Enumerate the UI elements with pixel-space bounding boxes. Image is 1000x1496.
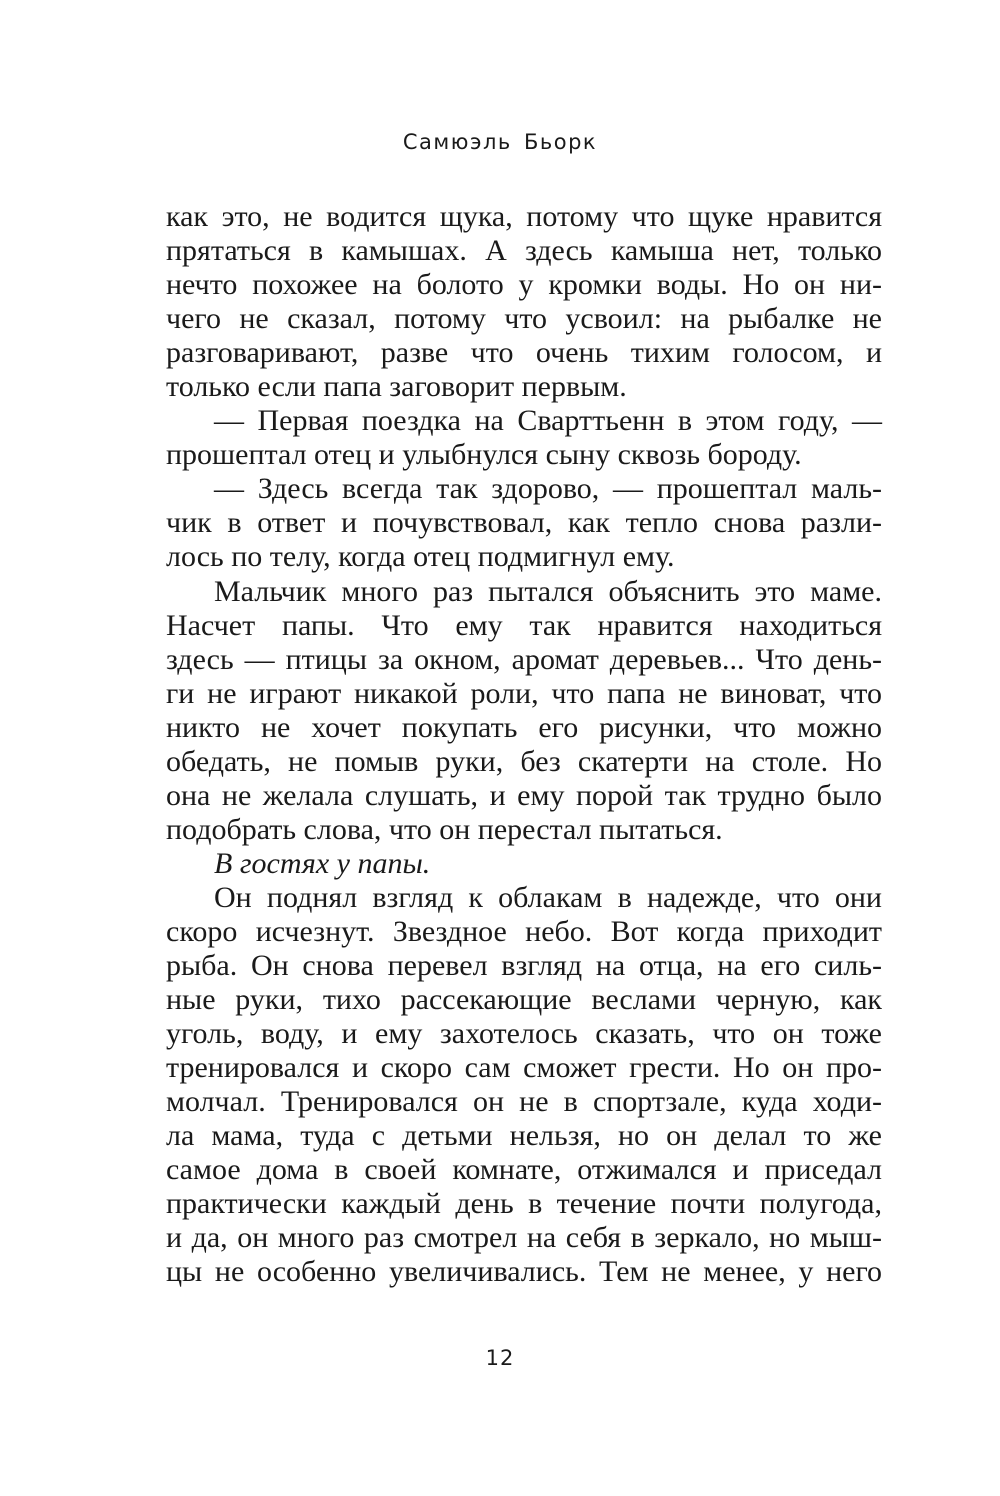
text-line: подобрать слова, что он перестал пытаться. [166, 812, 723, 846]
text-line: Он поднял взгляд к облакам в надежде, что они [214, 880, 882, 914]
text-line: уголь, воду, и ему захотелось сказать, что он тоже [166, 1017, 882, 1051]
page-number: 12 [485, 1346, 515, 1370]
text-line: никто не хочет покупать его рисунки, что можно [166, 710, 882, 744]
text-line: тренировался и скоро сам сможет грести. Но он про- [166, 1051, 882, 1085]
running-header-author: Самюэль Бьорк [402, 130, 598, 154]
text-line: — Здесь всегда так здорово, — прошептал маль- [214, 472, 882, 506]
text-line: — Первая поездка на Сварттьенн в этом году, — [214, 404, 882, 438]
text-line: ла мама, туда с детьми нельзя, но он делал то же [166, 1119, 882, 1153]
text-line: она не желала слушать, и ему порой так трудно было [166, 778, 882, 812]
text-line: ги не играют никакой роли, что папа не виноват, что [166, 676, 882, 710]
text-line: рыба. Он снова перевел взгляд на отца, на его силь- [166, 949, 882, 983]
text-line: молчал. Тренировался он не в спортзале, куда ходи- [166, 1085, 882, 1119]
text-line: чего не сказал, потому что усвоил: на рыбалке не [166, 302, 882, 336]
text-line: и да, он много раз смотрел на себя в зеркало, но мыш- [166, 1221, 882, 1255]
text-line: прошептал отец и улыбнулся сыну сквозь бороду. [166, 438, 802, 472]
italic-text-line: В гостях у папы. [214, 846, 431, 880]
text-line: нечто похожее на болото у кромки воды. Но он ни- [166, 268, 882, 302]
text-line: Мальчик много раз пытался объяснить это маме. [214, 574, 882, 608]
text-line: обедать, не помыв руки, без скатерти на столе. Но [166, 744, 882, 778]
text-line: здесь — птицы за окном, аромат деревьев... Что день- [166, 642, 882, 676]
text-line: ные руки, тихо рассекающие веслами черную, как [166, 983, 882, 1017]
text-line: чик в ответ и почувствовал, как тепло снова разли- [166, 506, 882, 540]
text-line: разговаривают, разве что очень тихим голосом, и [166, 336, 882, 370]
text-line: скоро исчезнут. Звездное небо. Вот когда приходит [166, 914, 882, 948]
text-line: прятаться в камышах. А здесь камыша нет, только [166, 234, 882, 268]
text-line: Насчет папы. Что ему так нравится находиться [166, 608, 882, 642]
text-line: только если папа заговорит первым. [166, 370, 627, 404]
text-line: самое дома в своей комнате, отжимался и приседал [166, 1153, 882, 1187]
text-line: как это, не водится щука, потому что щуке нравится [166, 200, 882, 233]
body-text [166, 200, 882, 1290]
text-line: цы не особенно увеличивались. Тем не менее, у него [166, 1255, 882, 1289]
text-line: практически каждый день в течение почти полугода, [166, 1187, 882, 1221]
text-line: лось по телу, когда отец подмигнул ему. [166, 540, 675, 574]
